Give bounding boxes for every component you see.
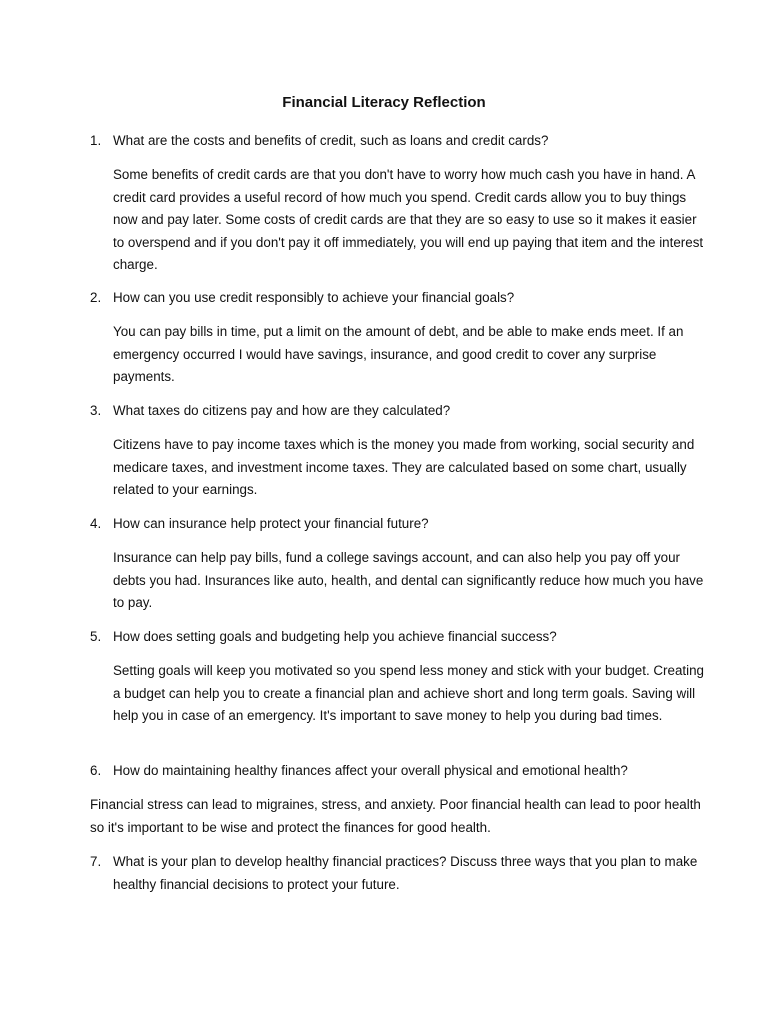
document-title: Financial Literacy Reflection bbox=[282, 94, 486, 111]
question-text: How do maintaining healthy finances affect your overall physical and emotional health? bbox=[113, 763, 628, 778]
question-text: What are the costs and benefits of credit, such as loans and credit cards? bbox=[113, 133, 549, 148]
answer-6: Financial stress can lead to migraines, stress, and anxiety. Poor financial health can lead to poor health so it's important to be wise and protect the finances for good health. bbox=[90, 797, 701, 835]
question-text: What is your plan to develop healthy financial practices? Discuss three ways that you plan to make healthy financial decisions to protect your future. bbox=[113, 854, 698, 892]
question-number: 7. bbox=[90, 854, 102, 869]
question-number: 3. bbox=[90, 403, 102, 418]
answer-5: Setting goals will keep you motivated so you spend less money and stick with your budget. Creating a budget can help you to create a financial plan and achieve short and long term goals. Saving will help you in case of an emergency. It's important to save money to help you during bad times. bbox=[113, 663, 704, 723]
question-number: 2. bbox=[90, 290, 102, 305]
question-number: 1. bbox=[90, 133, 102, 148]
answer-4: Insurance can help pay bills, fund a college savings account, and can also help you pay off your debts you had. Insurances like auto, health, and dental can significantly reduce how much you have to pay. bbox=[113, 550, 704, 610]
answer-1: Some benefits of credit cards are that you don't have to worry how much cash you have in hand. A credit card provides a useful record of how much you spend. Credit cards allow you to buy things now and pay later. Some costs of credit cards are that they are so easy to use so it makes it easier to overspend and if you don't pay it off immediately, you will end up paying that item and the interest charge. bbox=[113, 167, 704, 272]
question-text: How does setting goals and budgeting help you achieve financial success? bbox=[113, 629, 557, 644]
question-number: 5. bbox=[90, 629, 102, 644]
question-number: 4. bbox=[90, 516, 102, 531]
answer-2: You can pay bills in time, put a limit on the amount of debt, and be able to make ends meet. If an emergency occurred I would have savings, insurance, and good credit to cover any surprise payments. bbox=[113, 324, 684, 384]
question-number: 6. bbox=[90, 763, 102, 778]
question-text: How can you use credit responsibly to achieve your financial goals? bbox=[113, 290, 515, 305]
answer-3: Citizens have to pay income taxes which is the money you made from working, social security and medicare taxes, and investment income taxes. They are calculated based on some chart, usually related to your earnings. bbox=[113, 437, 695, 497]
question-text: What taxes do citizens pay and how are they calculated? bbox=[113, 403, 451, 418]
question-text: How can insurance help protect your financial future? bbox=[113, 516, 429, 531]
